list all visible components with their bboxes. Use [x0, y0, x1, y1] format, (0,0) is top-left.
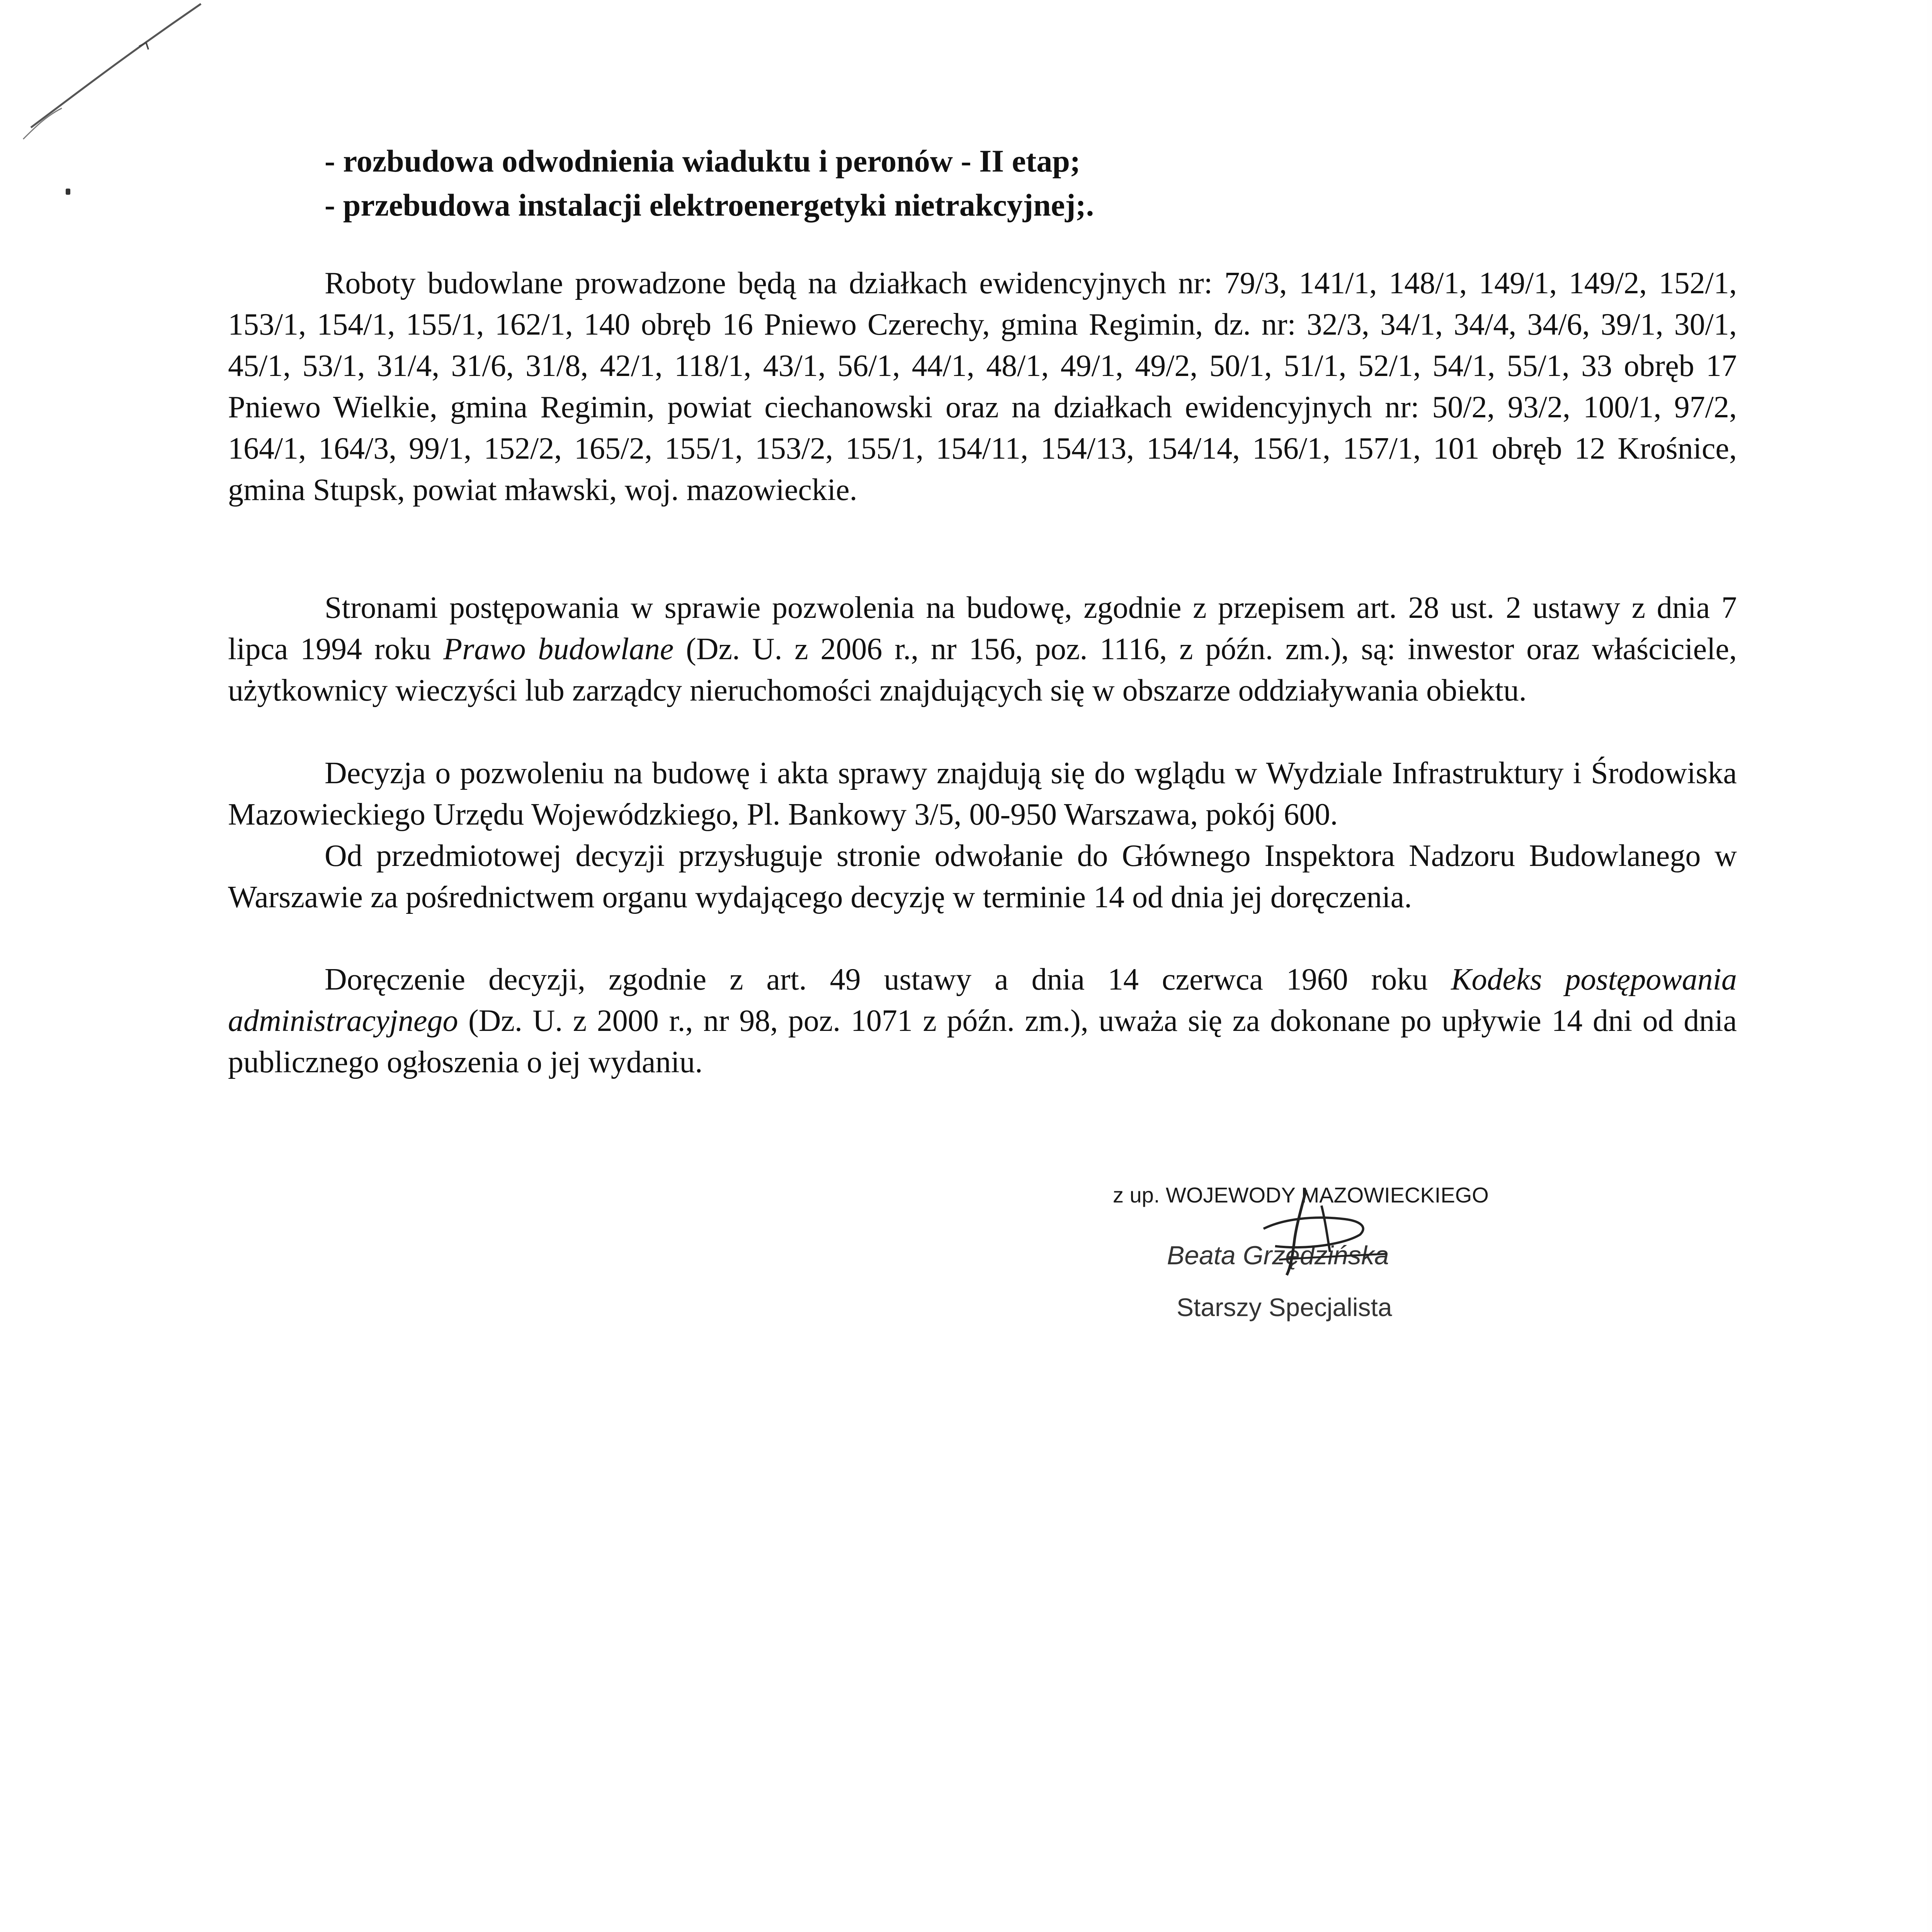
- paragraph-text: Roboty budowlane prowadzone będą na działkach ewidencyjnych nr: 79/3, 141/1, 148/1, 149/1, 149/2, 152/1, 153/1, 154/1, 155/1, 162/1, 140 obręb 16 Pniewo Czerechy, gmina Regimin, dz. nr: 32/3, 34/1, 34/4, 34/6, 39/1, 30/1, 45/1, 53/1, 31/4, 31/6, 31/8, 42/1, 118/1, 43/1, 56/1, 44/1, 48/1, 49/1, 49/2, 50/1, 51/1, 52/1, 54/1, 55/1, 33 obręb 17 Pniewo Wielkie, gmina Regimin, powiat ciechanowski oraz na działkach ewidencyjnych nr: 50/2, 93/2, 100/1, 97/2, 164/1, 164/3, 99/1, 152/2, 165/2, 155/1, 153/2, 155/1, 154/11, 154/13, 154/14, 156/1, 157/1, 101 obręb 12 Krośnice, gmina Stupsk, powiat mławski, woj. mazowieckie.: [228, 266, 1737, 507]
- signature-title: Starszy Specjalista: [1177, 1293, 1392, 1321]
- signature-authority: z up. WOJEWODY MAZOWIECKIEGO: [1113, 1183, 1489, 1207]
- paragraph-italic-text: Kodeks postępowania administracyjnego: [228, 963, 1737, 1038]
- paragraph-parcels: [228, 263, 1737, 511]
- paragraph-text: (Dz. U. z 2006 r., nr 156, poz. 1116, z późn. zm.), są: inwestor oraz właściciele, użytkownicy wieczyści lub zarządcy nieruchomości znajdujących się w obszarze oddziaływania obiektu.: [228, 632, 1737, 707]
- paragraph-text: Od przedmiotowej decyzji przysługuje stronie odwołanie do Głównego Inspektora Nadzoru Budowlanego w Warszawie za pośrednictwem organu wydającego decyzję w terminie 14 od dnia jej doręczenia.: [228, 839, 1737, 914]
- paragraph-files: [228, 753, 1737, 835]
- paragraph-parties: [228, 587, 1737, 711]
- scan-edge-shadow: [1926, 0, 1932, 1932]
- paragraph-text: Doręczenie decyzji, zgodnie z art. 49 ustawy a dnia 14 czerwca 1960 roku: [325, 963, 1451, 997]
- paragraph-text: Decyzja o pozwoleniu na budowę i akta sprawy znajdują się do wglądu w Wydziale Infrastruktury i Środowiska Mazowieckiego Urzędu Wojewódzkiego, Pl. Bankowy 3/5, 00-950 Warszawa, pokój 600.: [228, 756, 1737, 832]
- signature-stamp: [1113, 1175, 1577, 1337]
- bullet-list: [325, 139, 1094, 227]
- signature-name: Beata Grzędzińska: [1167, 1241, 1389, 1270]
- scan-dot-mark: [66, 189, 70, 195]
- paragraph-appeal: [228, 835, 1737, 918]
- paragraph-text: Stronami postępowania w sprawie pozwolenia na budowę, zgodnie z przepisem art. 28 ust. 2 ustawy z dnia 7 lipca 1994 roku: [228, 591, 1737, 666]
- pen-stroke-icon: [0, 0, 232, 193]
- bullet-item: - rozbudowa odwodnienia wiaduktu i peronów - II etap;: [325, 143, 1081, 179]
- paragraph-italic-text: Prawo budowlane: [443, 632, 674, 666]
- paragraph-delivery: [228, 959, 1737, 1083]
- handwritten-signature-icon: [1229, 1182, 1391, 1279]
- bullet-item: - przebudowa instalacji elektroenergetyki nietrakcyjnej;.: [325, 187, 1094, 223]
- paragraph-text: (Dz. U. z 2000 r., nr 98, poz. 1071 z późn. zm.), uważa się za dokonane po upływie 14 dni od dnia publicznego ogłoszenia o jej wydaniu.: [228, 1004, 1737, 1079]
